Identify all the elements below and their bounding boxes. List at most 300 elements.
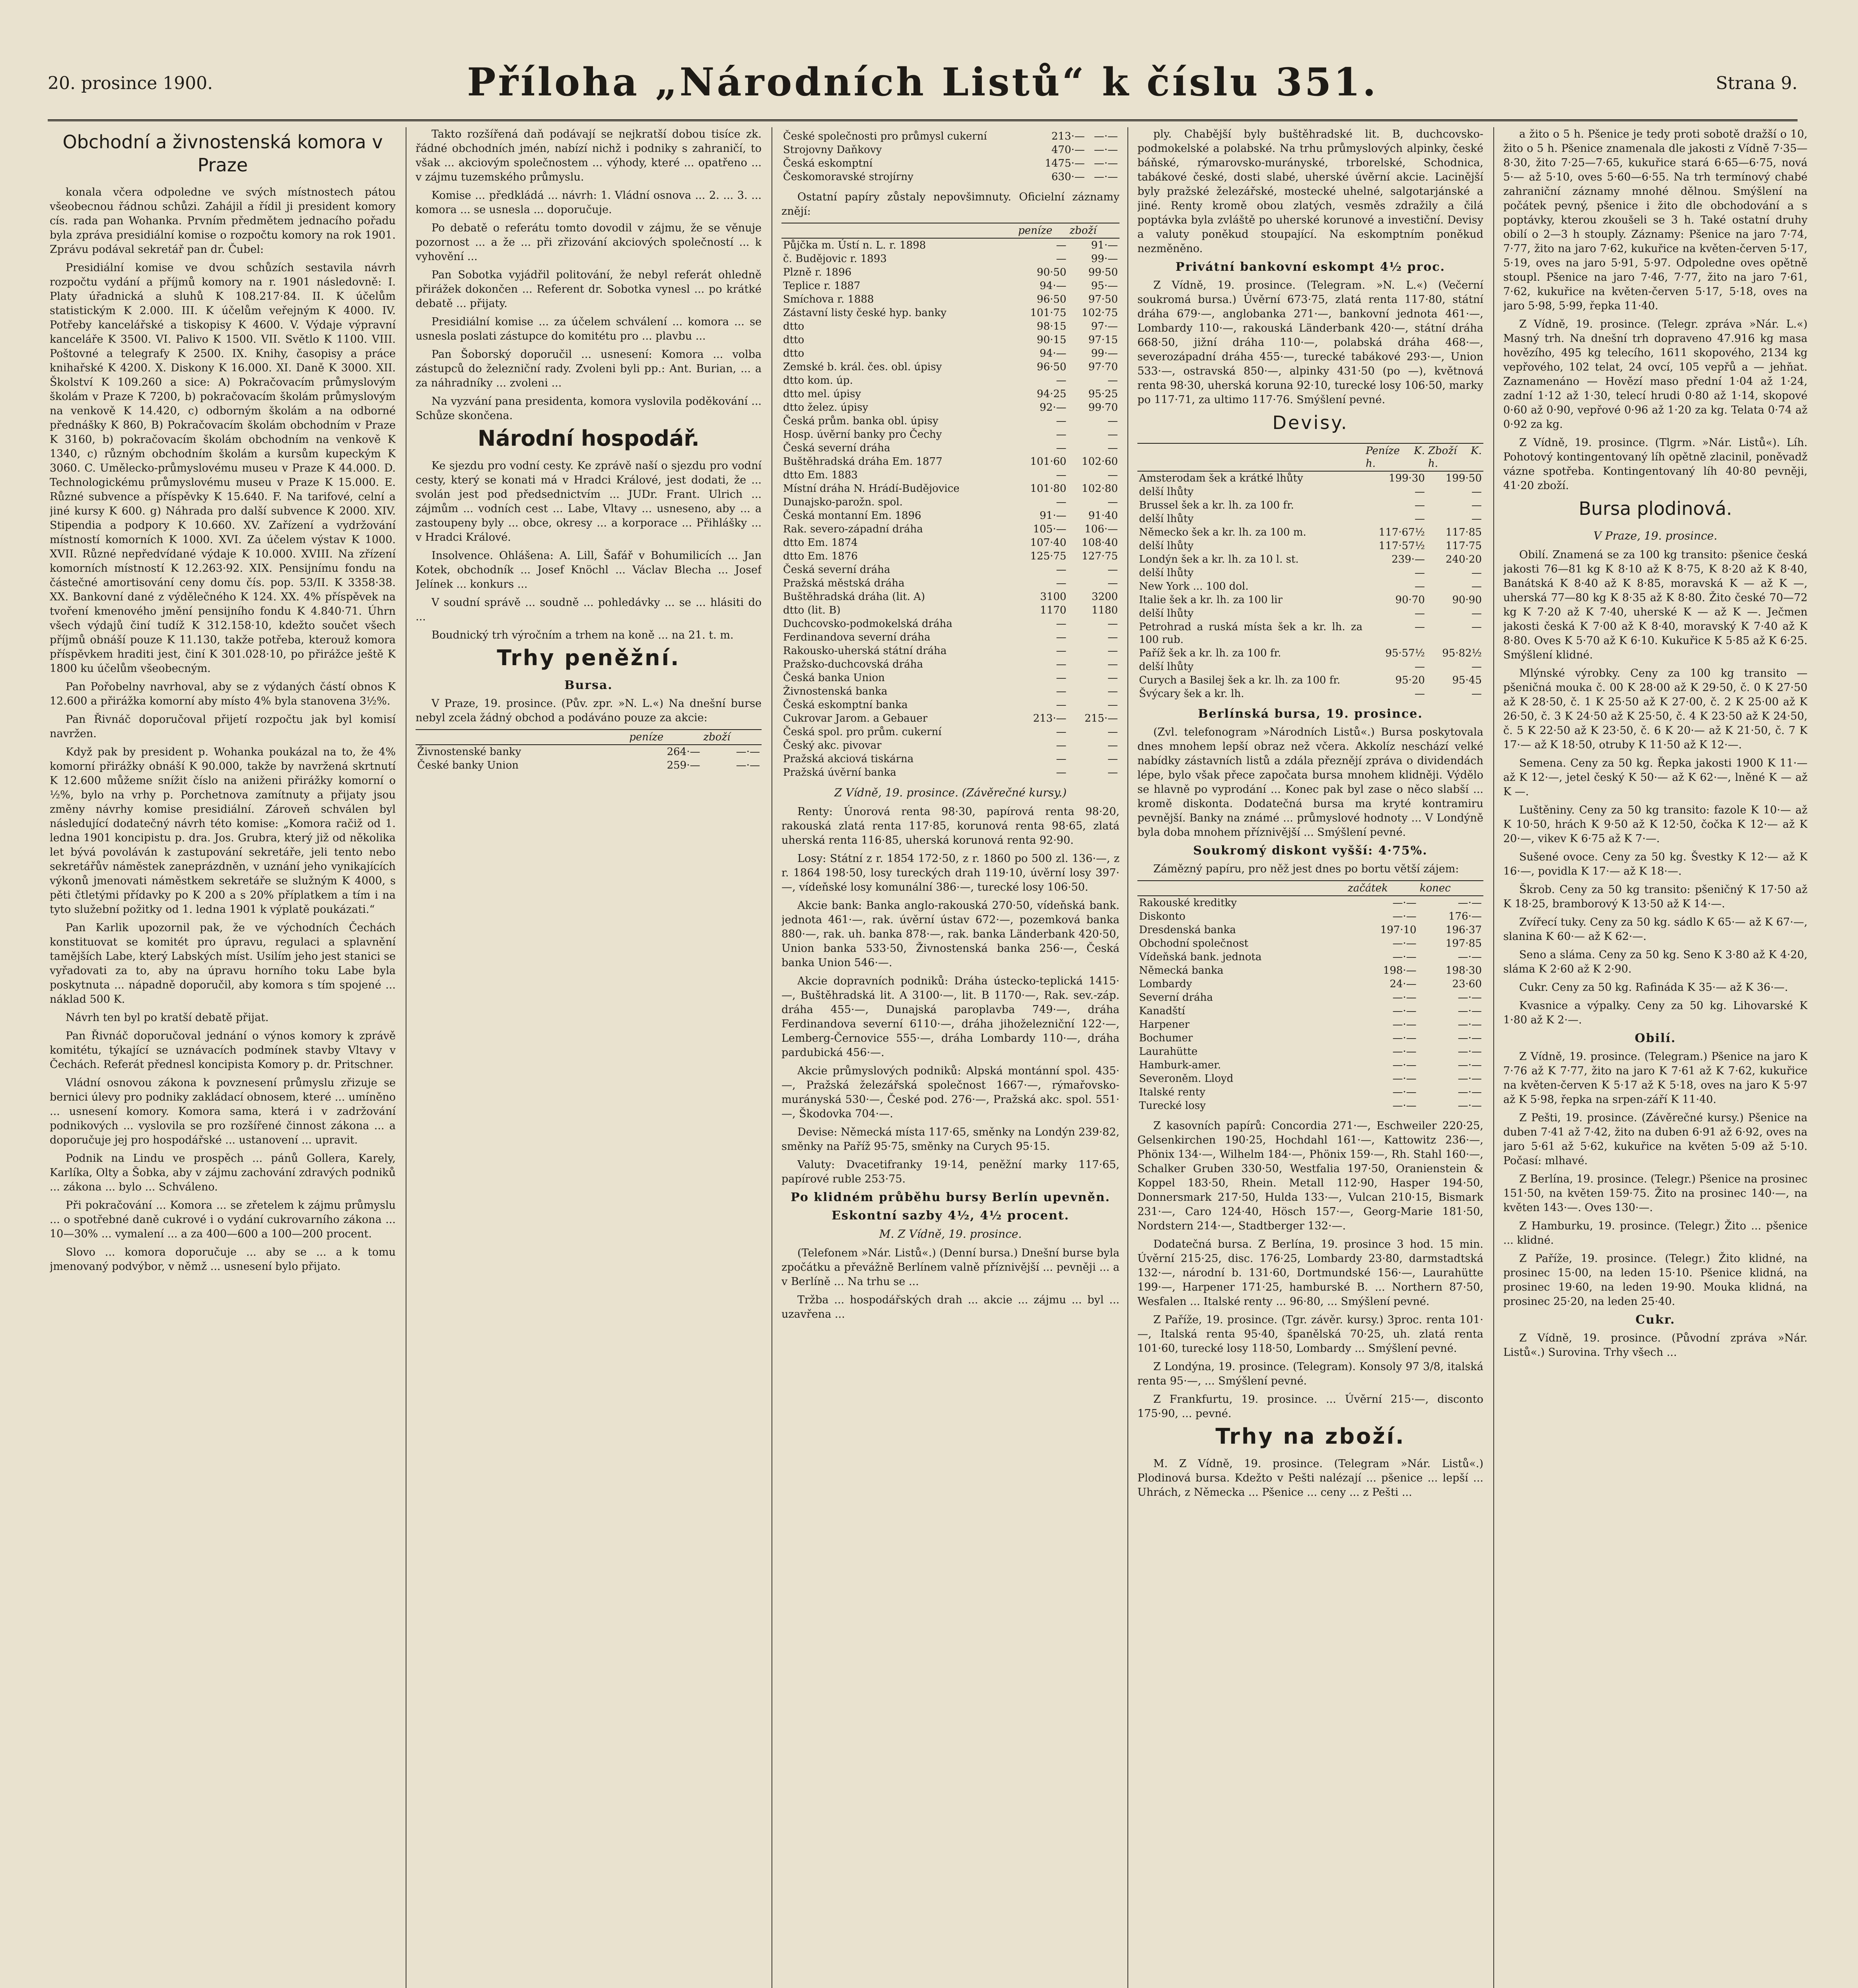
table-cell: — bbox=[1056, 618, 1067, 630]
table-row bbox=[781, 685, 1119, 698]
subsection-title: Berlínská bursa, 19. prosince. bbox=[1198, 707, 1423, 721]
table-cell: Rak. severo-západní dráha bbox=[783, 523, 923, 535]
paragraph: Z Paříže, 19. prosince. (Tgr. závěr. kursy.) 3proc. renta 101·—, Italská renta 95·40, španělská 70·25, uh. zlatá renta 101·60, turecké losy 118·50, Lombardy ... Smýšlení pevné. bbox=[1137, 1314, 1483, 1355]
paragraph: Zámězný papíru, pro něž jest dnes po bortu větší zájem: bbox=[1153, 863, 1459, 875]
table-cell: Duchcovsko-podmokelská dráha bbox=[783, 618, 952, 630]
column-divider bbox=[1493, 127, 1494, 1988]
paragraph: (Zvl. telefonogram »Národních Listů«.) Bursa poskytovala dnes mnohem lepší obraz než včera. Akkolíz neschází velké nabídky zástavních listů a zdála přeznějí zpráva o dividendách lépe, bylo však přece započata bursa mnohem klidněji. Výdělo se hlavně po vyprodání ... Konec pak byl zase o něco slabší ... kromě diskonta. Dodatečná bursa ma kryté kontramiru pevnější. Banky na známé ... průmyslové hodnoty ... V Londýně byla doba mnohem příznivější ... Smýšlení pevné. bbox=[1137, 726, 1483, 839]
table-row bbox=[1137, 1045, 1483, 1058]
table-cell: 213·— bbox=[1033, 712, 1067, 724]
table-row bbox=[781, 549, 1119, 563]
table-cell: — bbox=[1414, 688, 1425, 700]
table-cell: — bbox=[1471, 621, 1482, 633]
table-cell: Pražsko-duchcovská dráha bbox=[783, 658, 923, 670]
table-row bbox=[781, 320, 1119, 333]
table-cell: Rakouské kreditky bbox=[1139, 897, 1237, 909]
header-title: Příloha „Národních Listů“ k číslu 351. bbox=[467, 60, 1378, 105]
table-cell: 199·30 bbox=[1388, 472, 1425, 484]
table-cell: — bbox=[1108, 740, 1118, 751]
table-cell: —·— bbox=[1392, 897, 1417, 909]
table-cell: — bbox=[1108, 672, 1118, 684]
table-cell: — bbox=[1056, 253, 1067, 265]
table-row bbox=[416, 759, 762, 772]
paragraph: Renty: Únorová renta 98·30, papírová renta 98·20, rakouská zlatá renta 117·85, korunová renta 98·65, zlatá uherská renta 116·85, uherská korunová renta 92·90. bbox=[781, 806, 1119, 846]
table-cell: 97·— bbox=[1091, 320, 1118, 332]
table-row bbox=[781, 306, 1119, 320]
table-cell: 197·10 bbox=[1380, 924, 1417, 936]
table-cell: 90·90 bbox=[1452, 594, 1482, 606]
table-row bbox=[781, 455, 1119, 468]
table-cell: —·— bbox=[736, 746, 760, 758]
table-cell: —·— bbox=[736, 759, 760, 771]
table-row bbox=[781, 347, 1119, 360]
table-cell: Česká severní dráha bbox=[783, 564, 890, 576]
column-1 bbox=[50, 127, 396, 1988]
table-cell: — bbox=[1471, 688, 1482, 700]
paragraph: Dodatečná bursa. Z Berlína, 19. prosince 3 hod. 15 min. Úvěrní 215·25, disc. 176·25, Lombardy 23·80, darmstadtská 132·—, národní b. 131·60, Dortmundské 156·—, Laurahütte 199·—, Harpener 171·25, hamburské B. ... Northern 87·50, Wesfalen ... Italské renty ... 96·80, ... Smýšlení pevné. bbox=[1137, 1238, 1483, 1308]
subsection-title: M. Z Vídně, 19. prosince. bbox=[879, 1227, 1022, 1241]
table-row bbox=[1137, 553, 1483, 566]
table-cell: —·— bbox=[1458, 1059, 1482, 1071]
table-cell: 97·15 bbox=[1088, 334, 1118, 346]
table-cell: Lombardy bbox=[1139, 978, 1192, 990]
table-cell: Česká eskomptní banka bbox=[783, 699, 908, 711]
table-cell: 1475·— bbox=[1045, 157, 1085, 169]
table-header bbox=[416, 730, 628, 745]
table-cell: —·— bbox=[1458, 1005, 1482, 1017]
paragraph: Ke sjezdu pro vodní cesty. Ke zprávě naší o sjezdu pro vodní cesty, který se konati má v Hradci Králové, jest dodati, že ... svolán jest pod předsednictvím ... JUDr. Frant. Ulrich ... zájmům ... vodních cest ... Labe, Vltavy ... usneseno, aby ... a zastoupeny byly ... obce, okresy ... a korporace ... Přihlášky ... v Hradci Králové. bbox=[416, 460, 762, 544]
table-cell: Italie šek a kr. lh. za 100 lir bbox=[1139, 594, 1283, 606]
table-row bbox=[781, 279, 1119, 293]
berlin-table bbox=[1137, 880, 1483, 1112]
table-row bbox=[781, 428, 1119, 441]
table-cell: 101·80 bbox=[1030, 483, 1067, 495]
table-row bbox=[1137, 580, 1483, 593]
table-cell: delší lhůty bbox=[1139, 661, 1194, 673]
table-cell: 101·75 bbox=[1030, 307, 1067, 319]
paragraph: Když pak by president p. Wohanka poukázal na to, že 4% komorní přirážky obnáší K 90.000, takže by navržená skrtnutí K 12.600 můžeme snížit číslo na aniženi přirážky komorní o ½%, bylo na vrhy p. Porchetnova zamítnuty a přijaty jsou změny návrhy komise presidiální. Zároveň schválen byl následující dodatečný návrh této komise: „Komora račiž od 1. ledna 1901 koncipistu p. dra. Jos. Grubra, který již od několika let bývá povoláván k zastupování sekretáře, jeli tento nebo sekretářův náměstek zaneprázdněn, v uznání jeho vynikajících výkonů jmenovati náměstkem sekretáře se služným K 4000, s pěti čtletými přídavky po K 200 a s 20% příplatkem a tím i na tyto služební požitky od 1. ledna 1901 k výplatě poukázati.“ bbox=[50, 746, 396, 916]
table-cell: 470·— bbox=[1051, 144, 1085, 156]
table-cell: 630·— bbox=[1051, 171, 1085, 183]
table-cell: — bbox=[1056, 699, 1067, 711]
table-row bbox=[781, 482, 1119, 495]
table-header bbox=[1137, 881, 1346, 896]
paragraph: Devise: Německá místa 117·65, směnky na Londýn 239·82, směnky na Paříž 95·75, směnky na Curych 95·15. bbox=[781, 1126, 1119, 1153]
table-row bbox=[781, 333, 1119, 347]
table-cell: 97·50 bbox=[1088, 293, 1118, 305]
table-row bbox=[781, 752, 1119, 766]
table-row bbox=[781, 631, 1119, 644]
paragraph: Z Frankfurtu, 19. prosince. ... Úvěrní 215·—, disconto 175·90, ... pevné. bbox=[1137, 1393, 1483, 1420]
table-cell: — bbox=[1471, 580, 1482, 592]
table-cell: 95·25 bbox=[1088, 388, 1118, 400]
table-cell: —·— bbox=[1392, 938, 1417, 949]
table-cell: dtto bbox=[783, 334, 805, 346]
table-cell: 95·45 bbox=[1452, 674, 1482, 686]
table-cell: 117·67½ bbox=[1378, 526, 1425, 538]
subsection-title: V Praze, 19. prosince. bbox=[1593, 529, 1718, 542]
table-cell: 106·— bbox=[1084, 523, 1118, 535]
table-cell: č. Budějovic r. 1893 bbox=[783, 253, 887, 265]
paragraph: Z Berlína, 19. prosince. (Telegr.) Pšenice na prosinec 151·50, na květen 159·75. Žito na prosinec 140·—, na květen 143·—. Oves 130·—. bbox=[1503, 1173, 1807, 1214]
paragraph: Z Vídně, 19. prosince. (Původní zpráva »Nár. Listů«.) Surovina. Trhy všech ... bbox=[1503, 1332, 1807, 1359]
paragraph: Obilí. Znamená se za 100 kg transito: pšenice česká jakosti 76—81 kg K 8·10 až K 8·75, K 8·20 až K 8·40, Banátská K 8·40 až K 8·85, moravská K — až K —, uherská 77—80 kg K 8·35 až K 8·80. Žito české 70—72 kg K 7·20 až K 7·40, uherské K — až K —. Ječmen jakosti česká K 7·00 až K 8·40, moravský K 7·40 až K 8·80. Oves K 5·70 až K 6·10. Kukuřice K 5·85 až K 6·25. Smýšlení klidné. bbox=[1503, 549, 1807, 661]
paragraph: Ostatní papíry zůstaly nepovšimnuty. Oficielní záznamy znějí: bbox=[781, 191, 1119, 217]
table-cell: Dunajsko-parožn. spol. bbox=[783, 496, 903, 508]
paragraph: Insolvence. Ohlášena: A. Lill, Šafář v Bohumilicích ... Jan Kotek, obchodník ... Josef Knöchl ... Václav Blecha ... Josef Jelínek ... konkurs ... bbox=[416, 549, 762, 590]
table-cell: —·— bbox=[1458, 1019, 1482, 1031]
table-cell: 102·80 bbox=[1082, 483, 1118, 495]
table-cell: — bbox=[1056, 564, 1067, 576]
table-cell: — bbox=[1056, 685, 1067, 697]
table-cell: 91·40 bbox=[1088, 510, 1118, 522]
table-cell: 198·— bbox=[1383, 965, 1417, 977]
table-cell: — bbox=[1056, 672, 1067, 684]
table-cell: Pražská úvěrní banka bbox=[783, 767, 896, 779]
table-cell: Místní dráha N. Hrádí-Budějovice bbox=[783, 483, 960, 495]
table-cell: Švýcary šek a kr. lh. bbox=[1139, 688, 1244, 700]
subsection-title: Obilí. bbox=[1634, 1031, 1676, 1045]
subsection-title: Privátní bankovní eskompt 4½ proc. bbox=[1175, 260, 1446, 274]
table-cell: —·— bbox=[1392, 1059, 1417, 1071]
column-2 bbox=[416, 127, 762, 1988]
section-title-commerce-chamber: Obchodní a živnostenská komora v Praze bbox=[62, 131, 383, 176]
table-row bbox=[781, 266, 1119, 279]
table-cell: Londýn šek a kr. lh. za 10 l. st. bbox=[1139, 553, 1299, 565]
table-cell: 196·37 bbox=[1446, 924, 1482, 936]
table-row bbox=[1137, 499, 1483, 512]
table-cell: Česká banka Union bbox=[783, 672, 885, 684]
table-cell: — bbox=[1056, 496, 1067, 508]
paragraph: ply. Chabější byly buštěhradské lit. B, duchcovsko-podmokelské a polabské. Na trhu průmyslových alpinky, české báňské, rýmarovsko-murányské, trborelské, Schodnica, tabákové české, dosti slabé, uherské úvěrní akcie. Lacinější byly pražské železářské, mostecké uhelné, salgotarjánské a jiné. Renty kromě obou zlatých, vesměs zdražily a čilá poptávka byla zvláště po uherské korunové a investiční. Devisy a valuty poněkud stoupající. Na eskomptním poněkud nezměněno. bbox=[1137, 128, 1483, 255]
table-cell: Pražská městská dráha bbox=[783, 577, 905, 589]
subsection-title: Eskontní sazby 4½, 4½ procent. bbox=[831, 1209, 1069, 1223]
table-cell: 24·— bbox=[1390, 978, 1417, 990]
table-header bbox=[781, 223, 1016, 238]
table-row bbox=[1137, 593, 1483, 607]
paragraph: Tržba ... hospodářských drah ... akcie ... zájmu ... byl ... uzavřena ... bbox=[781, 1294, 1119, 1320]
table-cell: Paříž šek a kr. lh. za 100 fr. bbox=[1139, 647, 1281, 659]
paragraph: a žito o 5 h. Pšenice je tedy proti sobotě dražší o 10, žito o 5 h. Pšenice znamenala dle jakosti z Vídně 7·35—8·30, žito 7·25—7·65, kukuřice stará 6·65—6·75, nová 5·— až 5·10, oves 5·60—6·55. Na trh termínový chabé zahraniční záznamy mnohé dělnou. Smýšlení na počátek pevný, pšenice i žito dle obchodování a s poptávky, kterou zkoušeli se 3 h. Také ostatní druhy obilí o 2—3 h stouply. Záznamy: Pšenice na jaro 7·74, 7·77, žito na jaro 7·62, kukuřice na květen-červen 5·17, 5·19, oves na jaro 5·91, 5·97. Odpoledne oves opětně stoupl. Pšenice na jaro 7·46, 7·77, žito na jaro 7·61, 7·62, kukuřice na květen-červen 5·17, 5·18, oves na jaro 5·98, 5·99, řepka 11·40. bbox=[1503, 128, 1807, 312]
table-row bbox=[1137, 485, 1483, 499]
table-cell: 99·50 bbox=[1088, 266, 1118, 278]
table-row bbox=[1137, 607, 1483, 620]
paragraph: Z Vídně, 19. prosince. (Telegr. zpráva »Nár. L.«) Masný trh. Na dnešní trh dopraveno 47.916 kg masa hovězího, 495 kg telecího, 1611 skopového, 2134 kg vepřového, 102 telat, 24 ovcí, 105 vepřů a — jehňat. Zaznamenáno — Hovězí maso přední 1·04 až 1·24, zadní 1·12 až 1·30, telecí hrudi 0·80 až 1·14, skopové 0·60 až 0·90, vepřové 0·96 až 1·20 za kg. Telata 0·74 až 0·92 za kg. bbox=[1503, 318, 1807, 431]
table-cell: Harpener bbox=[1139, 1019, 1190, 1031]
table-row bbox=[1137, 512, 1483, 526]
table-row bbox=[1137, 1031, 1483, 1045]
paragraph: Komise ... předkládá ... návrh: 1. Vládní osnova ... 2. ... 3. ... komora ... se usnesla ... doporučuje. bbox=[416, 189, 762, 216]
table-cell: 90·70 bbox=[1395, 594, 1425, 606]
table-row bbox=[781, 387, 1119, 401]
table-cell: 99·— bbox=[1091, 348, 1118, 359]
table-cell: —·— bbox=[1458, 951, 1482, 963]
table-cell: — bbox=[1108, 631, 1118, 643]
table-row bbox=[1137, 896, 1483, 910]
table-cell: — bbox=[1414, 621, 1425, 633]
table-cell: 176·— bbox=[1448, 911, 1482, 922]
table-cell: 96·50 bbox=[1037, 361, 1067, 373]
table-row bbox=[1137, 923, 1483, 937]
table-cell: Česká spol. pro prům. cukerní bbox=[783, 726, 942, 738]
table-row bbox=[1137, 526, 1483, 539]
table-cell: 1170 bbox=[1040, 604, 1067, 616]
table-header bbox=[1137, 443, 1364, 471]
table-row bbox=[781, 495, 1119, 509]
paragraph: Při pokračování ... Komora ... se zřetelem k zájmu průmyslu ... o spotřebné daně cukrové i o vydání cukrovarního zákona ... 10—30% ... vymalení ... a za 400—600 a 100—200 procent. bbox=[50, 1199, 396, 1240]
paragraph: konala včera odpoledne ve svých místnostech pátou všeobecnou řádnou schůzi. Zahájil a řídil ji president komory cís. rada pan Wohanka. Prvním předmětem jednacího pořadu byla zpráva presidiální komise o rozpočtu komory na rok 1901. Zprávu podával sekretář pan dr. Čubel: bbox=[50, 186, 396, 256]
table-cell: Curych a Basilej šek a kr. lh. za 100 fr. bbox=[1139, 674, 1341, 686]
table-cell: dtto želez. úpisy bbox=[783, 402, 869, 414]
table-row bbox=[781, 563, 1119, 577]
table-cell: Cukrovar Jarom. a Gebauer bbox=[783, 712, 928, 724]
table-cell: 96·50 bbox=[1037, 293, 1067, 305]
table-cell: Dresdenská banka bbox=[1139, 924, 1236, 936]
table-row bbox=[781, 130, 1119, 143]
paragraph: Pan Pořobelny navrhoval, aby se z výdaných částí obnos K 12.600 a přirážka komorní aby místo 4% byla stanovena 3½%. bbox=[50, 681, 396, 707]
table-header: konec bbox=[1418, 881, 1483, 896]
table-cell: Německá banka bbox=[1139, 965, 1224, 977]
table-cell: —·— bbox=[1392, 1100, 1417, 1112]
paragraph: Slovo ... komora doporučuje ... aby se ... a k tomu jmenovaný podvýbor, v němž ... usnesení bylo přijato. bbox=[50, 1246, 396, 1273]
table-cell: 125·75 bbox=[1030, 550, 1067, 562]
table-row bbox=[1137, 471, 1483, 485]
table-cell: 99·70 bbox=[1088, 402, 1118, 414]
table-row bbox=[781, 725, 1119, 739]
table-cell: delší lhůty bbox=[1139, 608, 1194, 619]
table-cell: 117·57½ bbox=[1378, 540, 1425, 552]
table-cell: Zemské b. král. čes. obl. úpisy bbox=[783, 361, 942, 373]
table-cell: delší lhůty bbox=[1139, 540, 1194, 552]
table-cell: dtto bbox=[783, 320, 805, 332]
table-cell: —·— bbox=[1094, 144, 1118, 156]
table-header: peníze bbox=[1016, 223, 1068, 238]
paragraph: Z Hamburku, 19. prosince. (Telegr.) Žito ... pšenice ... klidné. bbox=[1503, 1220, 1807, 1246]
table-cell: Amsterodam šek a krátké lhůty bbox=[1139, 472, 1303, 484]
table-cell: — bbox=[1056, 239, 1067, 251]
table-cell: Česká montanní Em. 1896 bbox=[783, 510, 921, 522]
table-cell: — bbox=[1108, 658, 1118, 670]
table-row bbox=[1137, 687, 1483, 701]
table-cell: Kanadští bbox=[1139, 1005, 1185, 1017]
table-row bbox=[781, 617, 1119, 631]
table-cell: Laurahütte bbox=[1139, 1046, 1198, 1058]
table-cell: — bbox=[1108, 415, 1118, 427]
table-cell: — bbox=[1414, 513, 1425, 525]
table-cell: 215·— bbox=[1084, 712, 1118, 724]
table-cell: 95·82½ bbox=[1442, 647, 1482, 659]
table-cell: dtto bbox=[783, 348, 805, 359]
table-cell: delší lhůty bbox=[1139, 567, 1194, 579]
paragraph: Pan Sobotka vyjádřil politování, že nebyl referát ohledně přirážek dokončen ... Referent dr. Sobotka vynesl ... po krátké debatě ... přijaty. bbox=[416, 269, 762, 310]
table-cell: 92·— bbox=[1040, 402, 1067, 414]
table-cell: Pražská akciová tiskárna bbox=[783, 753, 914, 765]
section-title-devisy: Devisy. bbox=[1272, 412, 1349, 433]
table-cell: — bbox=[1414, 499, 1425, 511]
table-cell: 23·60 bbox=[1452, 978, 1482, 990]
table-cell: České společnosti pro průmysl cukerní bbox=[783, 130, 987, 142]
paragraph: Po debatě o referátu tomto dovodil v zájmu, že se věnuje pozornost ... a že ... při zřizování akciových společností ... k vyhovění ... bbox=[416, 222, 762, 263]
table-cell: — bbox=[1056, 767, 1067, 779]
table-cell: —·— bbox=[1094, 130, 1118, 142]
table-row bbox=[1137, 950, 1483, 964]
paragraph: Pan Šoborský doporučil ... usnesení: Komora ... volba zástupců do železniční rady. Zvoleni byli pp.: Ant. Burian, ... a za náhradníky ... zvoleni ... bbox=[416, 348, 762, 389]
table-cell: —·— bbox=[1458, 992, 1482, 1004]
table-cell: delší lhůty bbox=[1139, 486, 1194, 498]
paragraph: Z Londýna, 19. prosince. (Telegram). Konsoly 97 3/8, italská renta 95·—, ... Smýšlení pevné. bbox=[1137, 1361, 1483, 1387]
subsection-title: Bursa. bbox=[564, 678, 613, 692]
table-cell: 240·20 bbox=[1446, 553, 1482, 565]
table-row bbox=[781, 360, 1119, 374]
table-row bbox=[781, 252, 1119, 266]
table-cell: — bbox=[1108, 496, 1118, 508]
paragraph: (Telefonem »Nár. Listů«.) (Denní bursa.) Dnešní burse byla zpočátku a převážně Berlínem valně příznivější ... pevněji ... a v Berlíně ... Na trhu se ... bbox=[781, 1247, 1119, 1288]
table-cell: dtto Em. 1874 bbox=[783, 537, 858, 549]
table-row bbox=[1137, 1099, 1483, 1112]
table-cell: Petrohrad a ruská místa šek a kr. lh. za 100 rub. bbox=[1139, 621, 1362, 646]
table-cell: Ferdinandova severní dráha bbox=[783, 631, 931, 643]
table-cell: 98·15 bbox=[1037, 320, 1067, 332]
paragraph: Akcie dopravních podniků: Dráha ústecko-teplická 1415·—, Buštěhradská lit. A 3100·—, lit. B 1170·—, Rak. sev.-záp. dráha 455·—, Dunajská paroplavba 749·—, dráha Ferdinandova severní 6110·—, dráha jihoželezniční 122·—, Lemberg-Černovice 555·—, dráha Lombardy 110·—, dráha pardubická 456·—. bbox=[781, 975, 1119, 1059]
table-cell: —·— bbox=[1392, 992, 1417, 1004]
table-cell: České banky Union bbox=[417, 759, 519, 771]
paragraph: Akcie průmyslových podniků: Alpská montánní spol. 435·—, Pražská železářská společnost 1667·—, rýmařovsko-murányská 530·—, České pod. 276·—, Pražská akc. spol. 551·—, Škodovka 704·—. bbox=[781, 1065, 1119, 1120]
table-cell: —·— bbox=[1392, 1086, 1417, 1098]
table-row bbox=[781, 468, 1119, 482]
table-cell: — bbox=[1471, 499, 1482, 511]
table-cell: —·— bbox=[1458, 1046, 1482, 1058]
table-cell: —·— bbox=[1392, 1046, 1417, 1058]
kurs-table bbox=[781, 223, 1119, 779]
table-cell: Česká severní dráha bbox=[783, 442, 890, 454]
table-cell: —·— bbox=[1392, 1032, 1417, 1044]
table-cell: Bochumer bbox=[1139, 1032, 1193, 1044]
table-cell: 94·25 bbox=[1037, 388, 1067, 400]
table-row bbox=[781, 414, 1119, 428]
paragraph: Kvasnice a výpalky. Ceny za 50 kg. Lihovarské K 1·80 až K 2·—. bbox=[1503, 1000, 1807, 1026]
table-cell: — bbox=[1108, 767, 1118, 779]
paragraph: Seno a sláma. Ceny za 50 kg. Seno K 3·80 až K 4·20, sláma K 2·60 až K 2·90. bbox=[1503, 949, 1807, 975]
table-cell: 102·60 bbox=[1082, 456, 1118, 468]
table-cell: — bbox=[1108, 564, 1118, 576]
table-cell: 99·— bbox=[1091, 253, 1118, 265]
paragraph: Semena. Ceny za 50 kg. Řepka jakosti 1900 K 11·— až K 12·—, jetel český K 50·— až K 62·—, lněné K — až K —. bbox=[1503, 757, 1807, 798]
table-row bbox=[1137, 977, 1483, 991]
column-3 bbox=[781, 127, 1119, 1988]
table-cell: — bbox=[1471, 513, 1482, 525]
table-row bbox=[1137, 646, 1483, 660]
table-cell: Buštěhradská dráha (lit. A) bbox=[783, 591, 925, 603]
table-cell: — bbox=[1108, 645, 1118, 657]
table-cell: — bbox=[1056, 658, 1067, 670]
table-cell: —·— bbox=[1392, 1073, 1417, 1085]
table-cell: 107·40 bbox=[1030, 537, 1067, 549]
table-cell: dtto Em. 1876 bbox=[783, 550, 858, 562]
paragraph: V soudní správě ... soudně ... pohledávky ... se ... hlásiti do ... bbox=[416, 596, 762, 623]
table-cell: —·— bbox=[1094, 157, 1118, 169]
table-row bbox=[781, 401, 1119, 414]
table-cell: 91·— bbox=[1040, 510, 1067, 522]
table-cell: — bbox=[1056, 577, 1067, 589]
table-cell: —·— bbox=[1458, 897, 1482, 909]
table-cell: dtto kom. úp. bbox=[783, 375, 853, 386]
paragraph: Na vyzvání pana presidenta, komora vyslovila poděkování ... Schůze skončena. bbox=[416, 395, 762, 422]
table-row bbox=[781, 170, 1119, 184]
stock-table bbox=[416, 729, 762, 772]
table-cell: — bbox=[1056, 726, 1067, 738]
table-cell: Česká eskomptní bbox=[783, 157, 873, 169]
paragraph: Návrh ten byl po kratší debatě přijat. bbox=[66, 1011, 269, 1024]
table-cell: 105·— bbox=[1033, 523, 1067, 535]
paragraph: M. Z Vídně, 19. prosince. (Telegram »Nár. Listů«.) Plodinová bursa. Kdežto v Pešti nalézají ... pšenice ... lepší ... Uhrách, z Německa ... Pšenice ... ceny ... z Pešti ... bbox=[1137, 1458, 1483, 1499]
table-cell: Brussel šek a kr. lh. za 100 fr. bbox=[1139, 499, 1294, 511]
table-cell: — bbox=[1414, 486, 1425, 498]
table-row bbox=[781, 536, 1119, 549]
table-cell: —·— bbox=[1458, 1032, 1482, 1044]
table-cell: Buštěhradská dráha Em. 1877 bbox=[783, 456, 943, 468]
paragraph: Presidiální komise ve dvou schůzích sestavila návrh rozpočtu vydání a příjmů komory na r. 1901 následovně: I. Platy úřadnická a sluhů K 108.217·84. II. K účelům statistickým K 2.000. III. K účelům veřejným K 4000. IV. Potřeby kancelářské a tiskopisy K 4600. V. Výdaje výpravní kanceláře K 3500. VI. Palivo K 1500. VII. Světlo K 1100. VIII. Poštovné a telegrafy K 2500. IX. Knihy, časopisy a práce knihařské K 4200. X. Diskony K 16.000. XI. Daně K 3000. XII. Školství K 109.260 a sice: A) Pokračovacím průmyslovým školám v Praze K 7200, b) pokračovacím školám průmyslovým na venkově K 14.420, c) odborným školám a na odborné přednášky K 860, B) Pokračovacím školám obchodním v Praze K 3160, b) pokračovacím školám obchodním na venkově K 1340, c) různým obchodním školám a kursům kupeckým K 3060. C. Umělecko-průmyslovému museu v Praze K 44.000. D. Technologickému průmyslovému museu v Praze K 15.000. E. Různé subvence a příspěvky K 15.640. F. Na tarifové, celní a jiné kursy K 600. g) Náhrada pro další subvence K 2000. XIV. Stipendia a podpory K 10.660. XV. Zařízení a vydržování místností komorních K 1000. XVI. Za účelem výstav K 1000. XVII. Různé nepředvídané výdaje K 10.000. XVIII. Na zřízení komorních místností K 12.263·92. XIX. Pensijnímu fondu na částečné amortisování ceny domu čís. pop. 53/II. K 3358·38. XX. Bankovní dané z výdělečného K 124. XX. 4% příspěvek na tvoření kmenového jmění pensijního fondu K 4.840·71. Úhrn všech výdajů činí tudíž K 312.158·10, kdežto součet všech příjmů obnáší pouze K 11.130, takže potřeba, kterouž komora příspěvkem hraditi jest, činí K 301.028·10, po přirážce ještě K 1800 ku účelům všeobecným. bbox=[50, 262, 396, 675]
table-row bbox=[1137, 910, 1483, 923]
table-cell: — bbox=[1056, 753, 1067, 765]
table-row bbox=[781, 577, 1119, 590]
table-cell: — bbox=[1108, 442, 1118, 454]
paragraph: Pan Řivnáč doporučoval přijetí rozpočtu jak byl komisí navržen. bbox=[50, 713, 396, 740]
table-cell: — bbox=[1056, 631, 1067, 643]
paragraph: Škrob. Ceny za 50 kg transito: pšeničný K 17·50 až K 18·25, bramborový K 13·50 až K 14·—. bbox=[1503, 883, 1807, 910]
table-cell: 259·— bbox=[667, 759, 700, 771]
table-cell: Smíchova r. 1888 bbox=[783, 293, 874, 305]
paragraph: Valuty: Dvacetifranky 19·14, peněžní marky 117·65, papírové ruble 253·75. bbox=[781, 1159, 1119, 1185]
table-cell: — bbox=[1108, 726, 1118, 738]
section-title-commodity-markets: Trhy na zboží. bbox=[1215, 1424, 1405, 1449]
table-cell: —·— bbox=[1392, 951, 1417, 963]
table-row bbox=[781, 604, 1119, 617]
table-header: zboží bbox=[702, 730, 762, 745]
table-row bbox=[781, 671, 1119, 685]
table-cell: — bbox=[1414, 661, 1425, 673]
table-cell: — bbox=[1414, 580, 1425, 592]
table-cell: 90·15 bbox=[1037, 334, 1067, 346]
table-row bbox=[1137, 1018, 1483, 1031]
column-divider bbox=[1127, 127, 1128, 1988]
table-cell: —·— bbox=[1458, 1086, 1482, 1098]
table-cell: 213·— bbox=[1051, 130, 1085, 142]
table-cell: — bbox=[1471, 486, 1482, 498]
table-row bbox=[781, 712, 1119, 725]
table-row bbox=[781, 143, 1119, 157]
header-date: 20. prosince 1900. bbox=[48, 73, 213, 93]
paragraph: Luštěniny. Ceny za 50 kg transito: fazole K 10·— až K 10·50, hrách K 9·50 až K 12·50, čočka K 12·— až K 20·—, vikev K 6·75 až K 7·—. bbox=[1503, 804, 1807, 845]
table-cell: Plzně r. 1896 bbox=[783, 266, 852, 278]
table-row bbox=[781, 522, 1119, 536]
paragraph: Sušené ovoce. Ceny za 50 kg. Švestky K 12·— až K 16·—, povidla K 17·— až K 18·—. bbox=[1503, 851, 1807, 878]
table-row bbox=[781, 739, 1119, 752]
table-cell: Hosp. úvěrní banky pro Čechy bbox=[783, 429, 942, 441]
table-cell: 108·40 bbox=[1082, 537, 1118, 549]
table-row bbox=[1137, 566, 1483, 580]
paragraph: Presidiální komise ... za účelem schválení ... komora ... se usnesla poslati zástupce do komitétu pro ... plavbu ... bbox=[416, 316, 762, 342]
stock-table-top bbox=[781, 130, 1119, 184]
paragraph: Podnik na Lindu ve prospěch ... pánů Gollera, Karely, Karlíka, Olty a Šobka, aby v zájmu zachování zdravých podniků ... zákona ... bylo ... Schváleno. bbox=[50, 1152, 396, 1193]
table-cell: —·— bbox=[1392, 911, 1417, 922]
table-row bbox=[1137, 937, 1483, 950]
table-header: zboží bbox=[1068, 223, 1119, 238]
table-row bbox=[416, 745, 762, 759]
devisy-table bbox=[1137, 443, 1483, 701]
table-row bbox=[781, 658, 1119, 671]
table-cell: 199·50 bbox=[1446, 472, 1482, 484]
table-cell: Živnostenská banka bbox=[783, 685, 888, 697]
